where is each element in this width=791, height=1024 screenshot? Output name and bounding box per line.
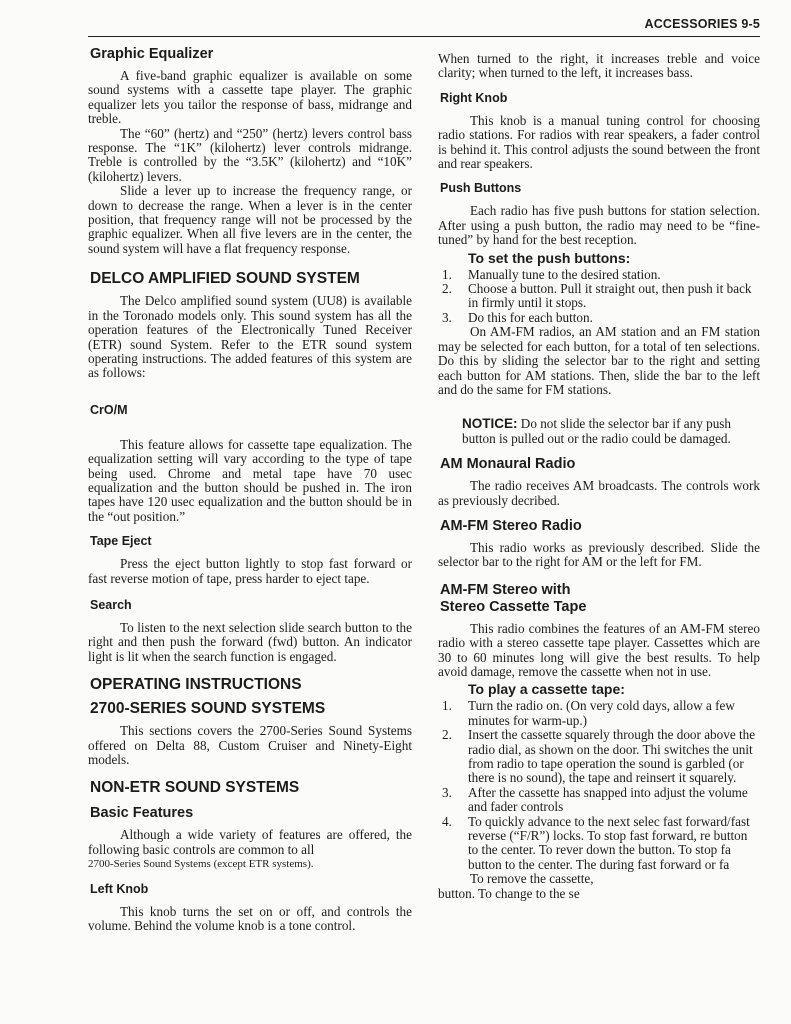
heading-stereo-cassette: AM-FM Stereo with Stereo Cassette Tape (440, 581, 587, 615)
notice-label: NOTICE: (462, 416, 518, 432)
paragraph-stereo-cassette: This radio combines the features of an AM-FM stereo radio with a stereo cassette tape player. Cassettes which are 30 to 60 minutes long will give the best results. To help avoid damage, remove the cassette when not in use. (438, 620, 760, 679)
paragraph-crom: This feature allows for cassette tape equalization. The equalization setting will vary according to the type of tape being used. Chrome and metal tape have 70 usec equalization and the button should be pushed in. The iron tapes have 120 usec equalization and the button should be in the “out position.” (88, 436, 412, 524)
heading-graphic-equalizer: Graphic Equalizer (90, 46, 214, 62)
list-item: 2. Insert the cassette squarely through the door above the radio dial, as shown on the door. Thi switches the unit from radio to tape operation the sound is garbled (or there is no sound), the tape and reinsert it squarely. (442, 727, 756, 786)
heading-push-buttons: Push Buttons (440, 181, 522, 196)
list-set-push-buttons (438, 268, 760, 326)
left-column (88, 44, 412, 933)
paragraph-change-side: button. To change to the se (438, 885, 580, 901)
paragraph-basic-features-note: 2700-Series Sound Systems (except ETR systems). (88, 858, 314, 871)
paragraph-graphic-1: A five-band graphic equalizer is available on some sound systems with a cassette tape player. The graphic equalizer lets you tailor the response of bass, midrange and treble. (88, 68, 412, 127)
paragraph-am-fm-buttons: On AM-FM radios, an AM station and an FM station may be selected for each button, for a total of ten selections. Do this by sliding the selector bar to the right and setting each button for AM stations. Then, slide the bar to the left and do the same for FM stations. (438, 324, 760, 397)
heading-tape-eject: Tape Eject (90, 534, 152, 549)
list-item: 4. To quickly advance to the next selec fast forward/fast reverse (“F/R”) locks. To stop fast forward, re button to the center. To rever down the button. To stop fa button to the center. The during fast forward or fa (442, 813, 750, 872)
heading-search: Search (90, 597, 132, 612)
heading-basic-features: Basic Features (90, 805, 194, 822)
heading-right-knob: Right Knob (440, 90, 508, 105)
heading-am-fm-stereo: AM-FM Stereo Radio (440, 517, 582, 534)
paragraph-am-monaural: The radio receives AM broadcasts. The controls work as previously decribed. (438, 478, 760, 508)
paragraph-am-fm-stereo: This radio works as previously described. Slide the selector bar to the right for AM or the left for FM. (438, 539, 760, 570)
list-item: 1. Manually tune to the desired station. (442, 266, 661, 282)
page-header (88, 14, 760, 37)
paragraph-2700-series: This sections covers the 2700-Series Sound Systems offered on Delta 88, Custom Cruiser and Ninety-Eight models. (88, 723, 412, 767)
list-item: 3. After the cassette has snapped into adjust the volume and fader controls (442, 784, 748, 815)
right-column (438, 44, 760, 901)
paragraph-right-knob: This knob is a manual tuning control for choosing radio stations. For radios with rear speakers, a fader control is behind it. This control adjusts the sound between the front and rear speakers. (438, 112, 760, 172)
notice-text: Do not slide the selector bar if any push button is pulled out or the radio could be damaged. (462, 416, 732, 446)
paragraph-remove-cassette: To remove the cassette, (470, 871, 594, 887)
heading-play-cassette: To play a cassette tape: (468, 681, 625, 698)
list-item: 2. Choose a button. Pull it straight out, then push it back in firmly until it stops. (442, 281, 752, 311)
paragraph-search: To listen to the next selection slide search button to the right and then push the forward (fwd) button. An indicator light is lit when the search function is engaged. (88, 619, 412, 664)
paragraph-graphic-3: Slide a lever up to increase the frequency range, or down to decrease the range. When a lever is in the center position, that frequency range will not be processed by the graphic equalizer. When all five levers are in the center, the sound system will have a flat frequency response. (88, 183, 412, 256)
heading-crom: CrO/M (90, 402, 128, 417)
paragraph-tone-control: When turned to the right, it increases treble and voice clarity; when turned to the left, it increases bass. (438, 51, 760, 81)
list-item: 1. Turn the radio on. (On very cold days, allow a few minutes for warm-up.) (442, 698, 735, 728)
heading-left-knob: Left Knob (90, 881, 149, 896)
heading-am-monaural: AM Monaural Radio (440, 456, 576, 473)
notice-box (462, 417, 760, 446)
heading-non-etr: NON-ETR SOUND SYSTEMS (90, 779, 300, 797)
heading-2700-series: 2700-SERIES SOUND SYSTEMS (90, 700, 326, 718)
heading-set-push-buttons: To set the push buttons: (468, 249, 631, 266)
paragraph-delco: The Delco amplified sound system (UU8) is available in the Toronado models only. This sound system has all the operation features of the Electronically Tuned Receiver (ETR) sound System. Refer to the ETR sound system operating instructions. The added features of this system are as follows: (88, 293, 412, 381)
list-item: 3. Do this for each button. (442, 309, 593, 325)
page-header-title: ACCESSORIES 9-5 (644, 17, 760, 31)
paragraph-graphic-2: The “60” (hertz) and “250” (hertz) levers control bass response. The “1K” (kilohertz) lever controls midrange. Treble is controlled by the “3.5K” (kilohertz) and “10K” (kilohertz) levers. (88, 125, 412, 184)
paragraph-basic-features: Although a wide variety of features are offered, the following basic controls are common to all (88, 827, 412, 857)
paragraph-push-buttons: Each radio has five push buttons for station selection. After using a push button, the radio may need to be “fine-tuned” by hand for the best reception. (438, 203, 760, 248)
list-play-cassette (438, 699, 760, 872)
heading-delco-system: DELCO AMPLIFIED SOUND SYSTEM (90, 270, 360, 288)
paragraph-left-knob: This knob turns the set on or off, and controls the volume. Behind the volume knob is a tone control. (88, 903, 412, 934)
paragraph-tape-eject: Press the eject button lightly to stop fast forward or fast reverse motion of tape, press harder to eject tape. (88, 556, 412, 586)
heading-operating-instructions: OPERATING INSTRUCTIONS (90, 676, 302, 694)
